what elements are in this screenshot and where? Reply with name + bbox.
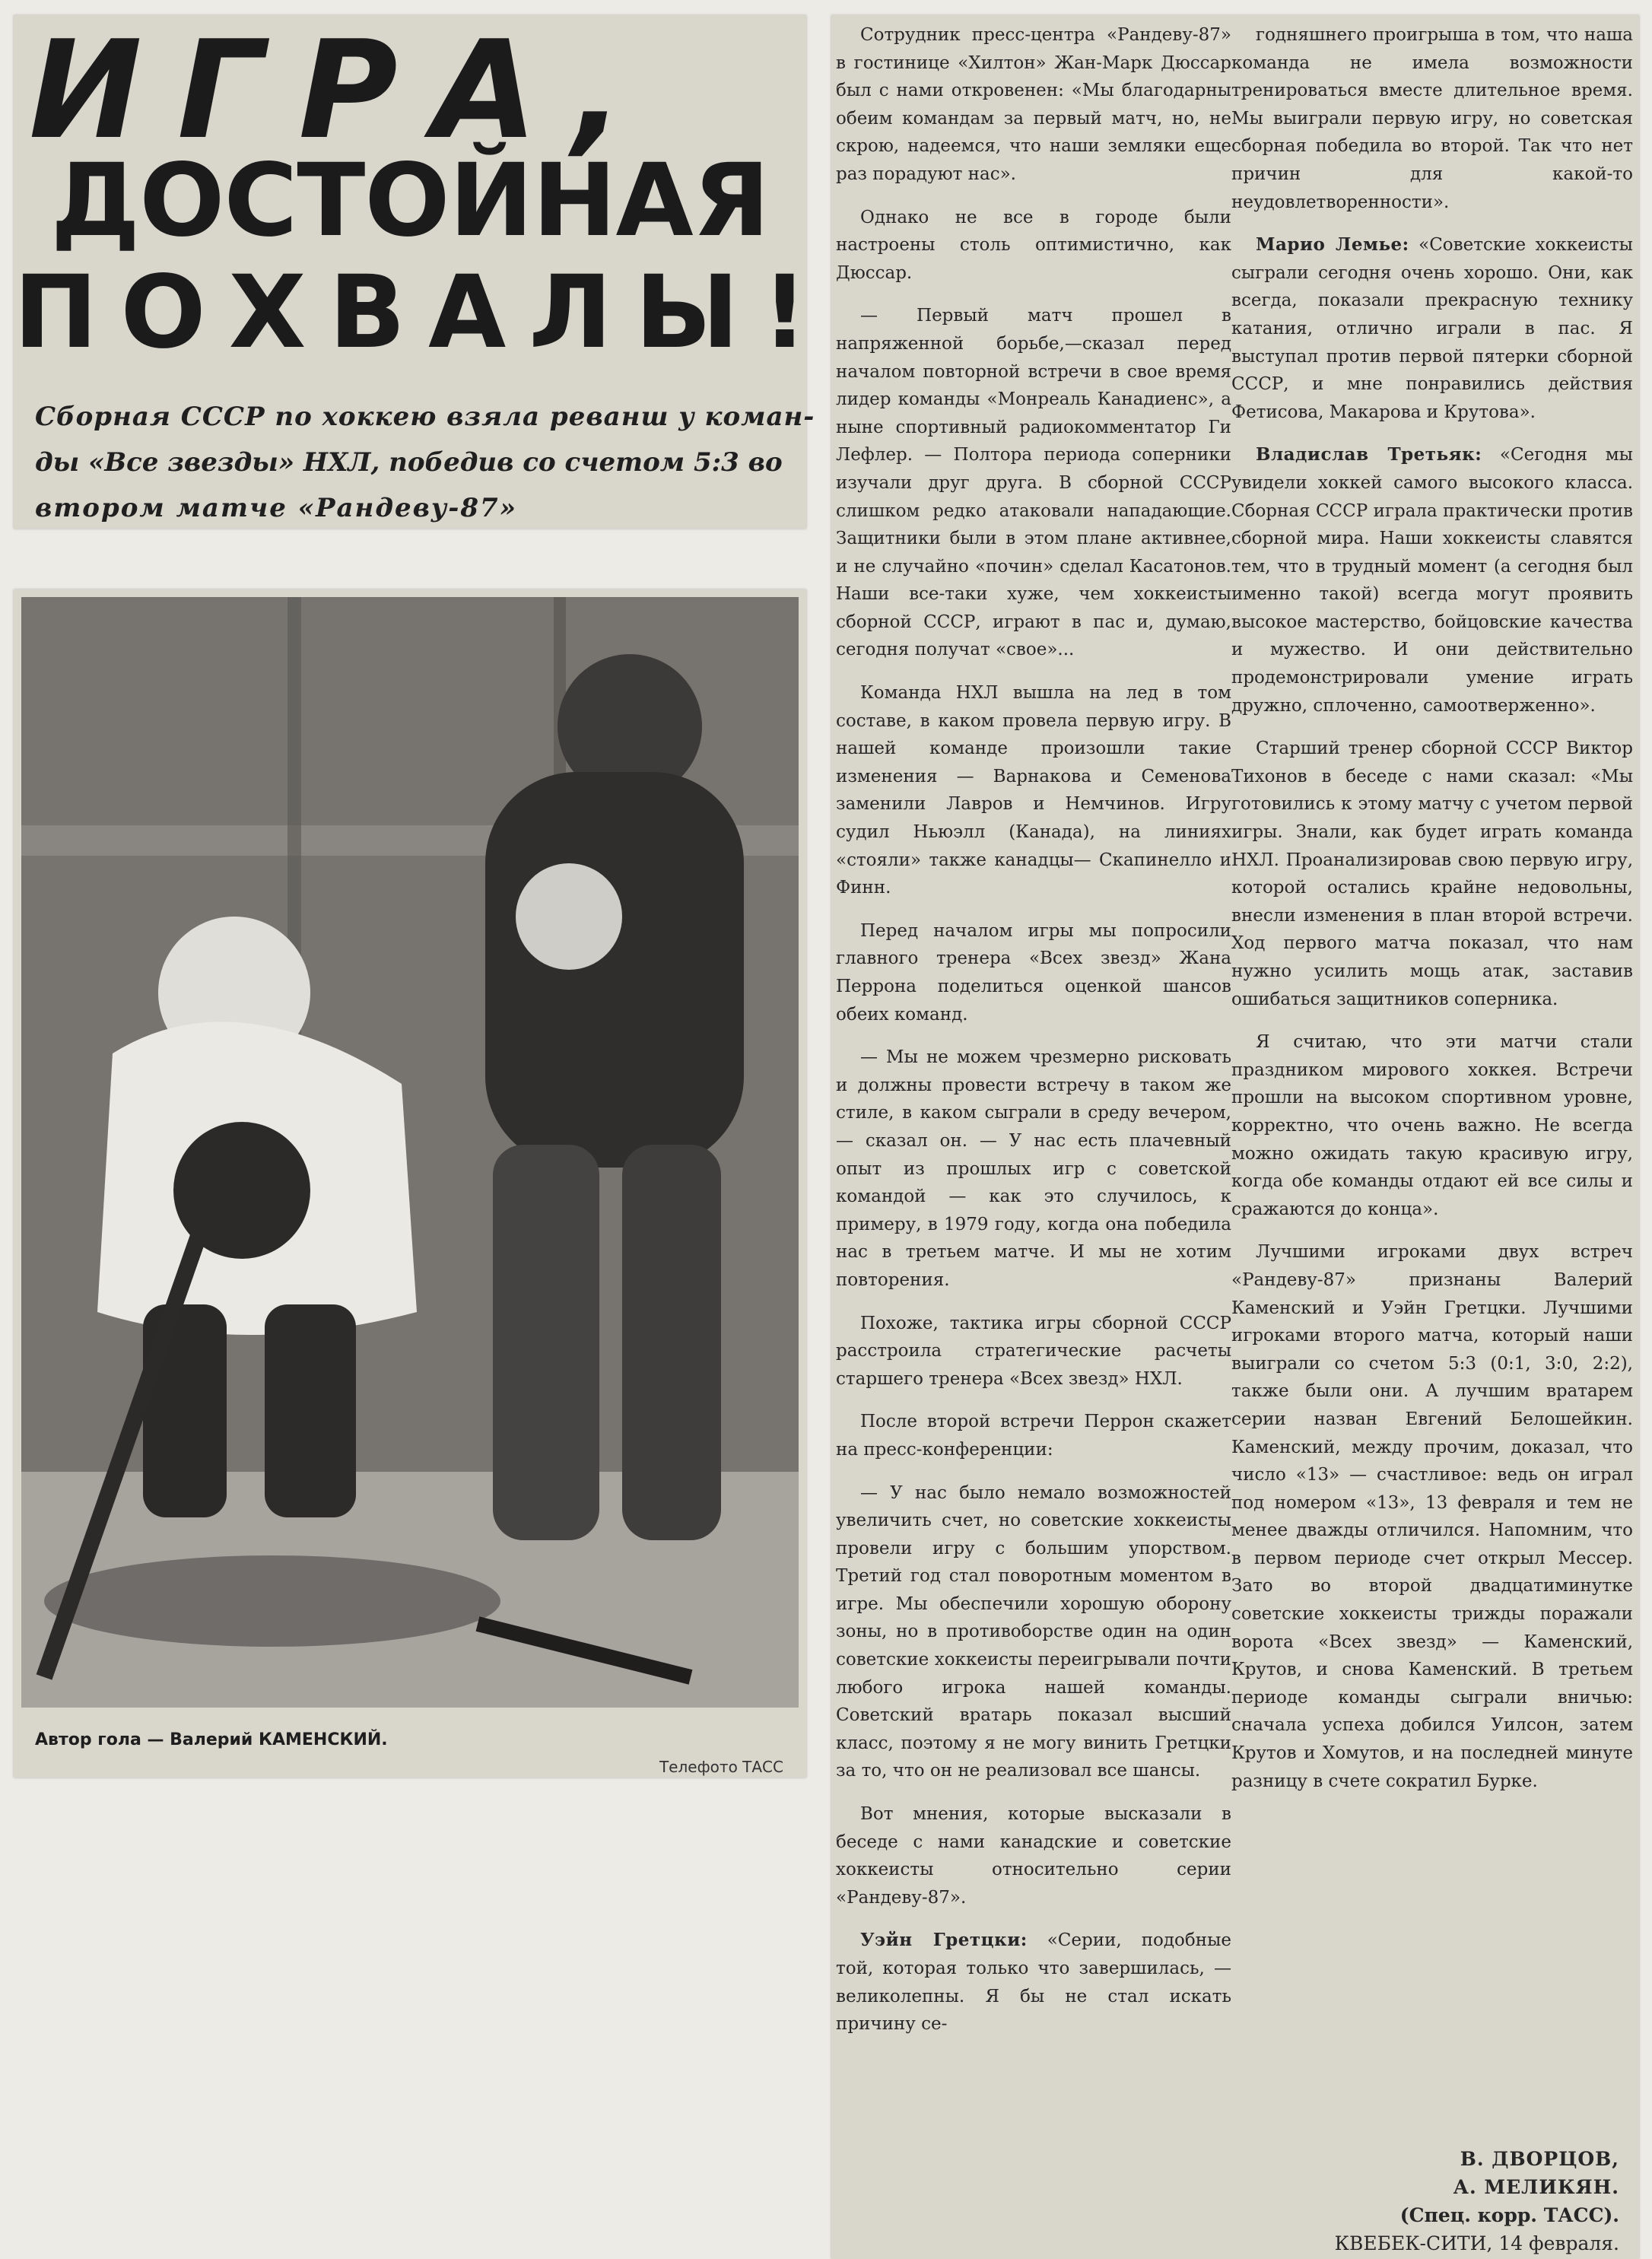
article-paragraph: Похоже, тактика игры сборной СССР расстроила стратегические расчеты старшего тренера «Всех звезд» НХЛ. (836, 1313, 1231, 1389)
author-2: А. МЕЛИКЯН. (1453, 2176, 1619, 2198)
article-paragraph: Команда НХЛ вышла на лед в том составе, в каком провела первую игру. В нашей команде произошли такие изменения — Варнакова и Семенова заменили Лавров и Немчинов. Игру судил Ньюэлл (Канада), на линиях «стояли» также канадцы— Скапинелло и Финн. (836, 683, 1231, 898)
article-paragraph: годняшнего проигрыша в том, что наша команда не имела возможности тренироваться вместе длительное время. Мы выиграли первую игру, но советская сборная победила во второй. Так что нет причин для какой-то неудовлетворенности». (1231, 25, 1633, 212)
photo-clipping (14, 589, 806, 1778)
article-paragraph: Однако не все в городе были настроены столь оптимистично, как Дюссар. (836, 207, 1231, 283)
article-paragraph: Уэйн Гретцки: «Серии, подобные той, которая только что завершилась, — великолепны. Я бы не стал искать причину се- (836, 1930, 1231, 2035)
dateline: КВЕБЕК-СИТИ, 14 февраля. (1334, 2232, 1619, 2254)
hockey-players-illustration (21, 597, 799, 1708)
article-paragraph: Марио Лемье: «Советские хоккеисты сыграли сегодня очень хорошо. Они, как всегда, показали прекрасную технику катания, отлично играли в пас. Я выступал против первой пятерки сборной СССР, и мне понравились действия Фетисова, Макарова и Крутова». (1231, 234, 1633, 422)
article-column-2 (1231, 21, 1633, 2136)
article-paragraph: Вот мнения, которые высказали в беседе с нами канадские и советские хоккеисты относительно серии «Рандеву-87». (836, 1804, 1231, 1908)
headline-line-2: ДОСТОЙНАЯ (50, 142, 770, 259)
article-paragraph: Лучшими игроками двух встреч «Рандеву-87» признаны Валерий Каменский и Уэйн Гретцки. Лучшими игроками второго матча, который наши выиграли со счетом 5:3 (0:1, 3:0, 2:2), также были они. А лучшим вратарем серии назван Евгений Белошейкин. Каменский, между прочим, доказал, что число «13» — счастливое: ведь он играл под номером «13», 13 февраля и тем не менее дважды отличился. Напомним, что в первом периоде счет открыл Мессер. Зато во второй двадцатиминутке советские хоккеисты трижды поражали ворота «Всех звезд» — Каменский, Крутов, и снова Каменский. В третьем периоде команды сыграли вничью: сначала успеха добился Уилсон, затем Крутов и Хомутов, и на последней минуте разницу в счете сократил Бурке. (1231, 1242, 1633, 1791)
photo-credit: Телефото ТАСС (659, 1758, 783, 1776)
article-signature (1231, 2145, 1619, 2257)
article-paragraph: — У нас было немало возможностей увеличить счет, но советские хоккеисты провели игру с большим упорством. Третий год стал поворотным моментом в игре. Мы обеспечили хорошую оборону зоны, но в противоборстве один на один советские хоккеисты переигрывали почти любого игрока нашей команды. Советский вратарь показал высший класс, поэтому я не могу винить Гретцки за то, что он не реализовал все шансы. (836, 1482, 1231, 1781)
article-column-1 (836, 21, 1231, 2257)
speaker-name: Марио Лемье: (1256, 234, 1409, 256)
lead-line-1: Сборная СССР по хоккею взяла реванш у коман- (35, 402, 815, 432)
author-1: В. ДВОРЦОВ, (1460, 2148, 1619, 2170)
article-paragraph: — Мы не можем чрезмерно рисковать и должны провести встречу в таком же стиле, в каком сыграли в среду вечером, — сказал он. — У нас есть плачевный опыт из прошлых игр с советской командой — как это случилось, к примеру, в 1979 году, когда она победила нас в третьем матче. И мы не хотим повторения. (836, 1047, 1231, 1290)
headline-clipping (14, 11, 831, 529)
article-paragraph: — Первый матч прошел в напряженной борьбе,—сказал перед началом повторной встречи в свое время лидер команды «Монреаль Канадиенс», а ныне спортивный радиокомментатор Ги Лефлер. — Полтора периода соперники изучали друг друга. В сборной СССР слишком редко атаковали нападающие. Защитники были в этом плане активнее, и не случайно «почин» сделал Касатонов. Наши все-таки хуже, чем хоккеисты сборной СССР, играют в пас и, думаю, сегодня получат «свое»... (836, 306, 1231, 660)
headline-line-1: ИГРА, (29, 11, 659, 169)
article-paragraph: Владислав Третьяк: «Сегодня мы увидели хоккей самого высокого класса. Сборная СССР играла практически против сборной мира. Наши хоккеисты славятся тем, что в трудный момент (а сегодня был именно такой) всегда могут проявить высокое мастерство, бойцовские качества и мужество. И они действительно продемонстрировали умение играть дружно, сплоченно, самоотверженно». (1231, 444, 1633, 716)
article-paragraph: Сотрудник пресс-центра «Рандеву-87» в гостинице «Хилтон» Жан-Марк Дюссар был с нами откровенен: «Мы благодарны обеим командам за первый матч, но, не скрою, надеемся, что наши земляки еще раз порадуют нас». (836, 25, 1231, 184)
article-paragraph: Перед началом игры мы попросили главного тренера «Всех звезд» Жана Перрона поделиться оценкой шансов обеих команд. (836, 920, 1231, 1025)
headline-line-3: ПОХВАЛЫ! (14, 254, 831, 371)
hockey-photo (21, 597, 799, 1708)
article-paragraph: Старший тренер сборной СССР Виктор Тихонов в беседе с нами сказал: «Мы готовились к этому матчу с учетом первой игры. Знали, как будет играть команда НХЛ. Проанализировав свою первую игру, которой остались крайне недовольны, внесли изменения в план второй встречи. Ход первого матча показал, что нам нужно усилить мощь атак, заставив ошибаться защитников соперника. (1231, 739, 1633, 1009)
article-paragraph: Я считаю, что эти матчи стали праздником мирового хоккея. Встречи прошли на высоком спортивном уровне, корректно, что очень важно. Не всегда можно ожидать такую красивую игру, когда обе команды отдают ей все силы и сражаются до конца». (1231, 1032, 1633, 1219)
lead-line-2: ды «Все звезды» НХЛ, победив со счетом 5:3 во (35, 447, 783, 478)
correspondent-note: (Спец. корр. ТАСС). (1399, 2204, 1619, 2226)
speaker-name: Владислав Третьяк: (1256, 444, 1482, 465)
speaker-name: Уэйн Гретцки: (860, 1930, 1028, 1951)
photo-caption: Автор гола — Валерий КАМЕНСКИЙ. (35, 1730, 388, 1749)
article-paragraph: После второй встречи Перрон скажет на пресс-конференции: (836, 1412, 1231, 1460)
lead-line-3: втором матче «Рандеву-87» (35, 493, 517, 523)
article-clipping (831, 15, 1639, 2259)
